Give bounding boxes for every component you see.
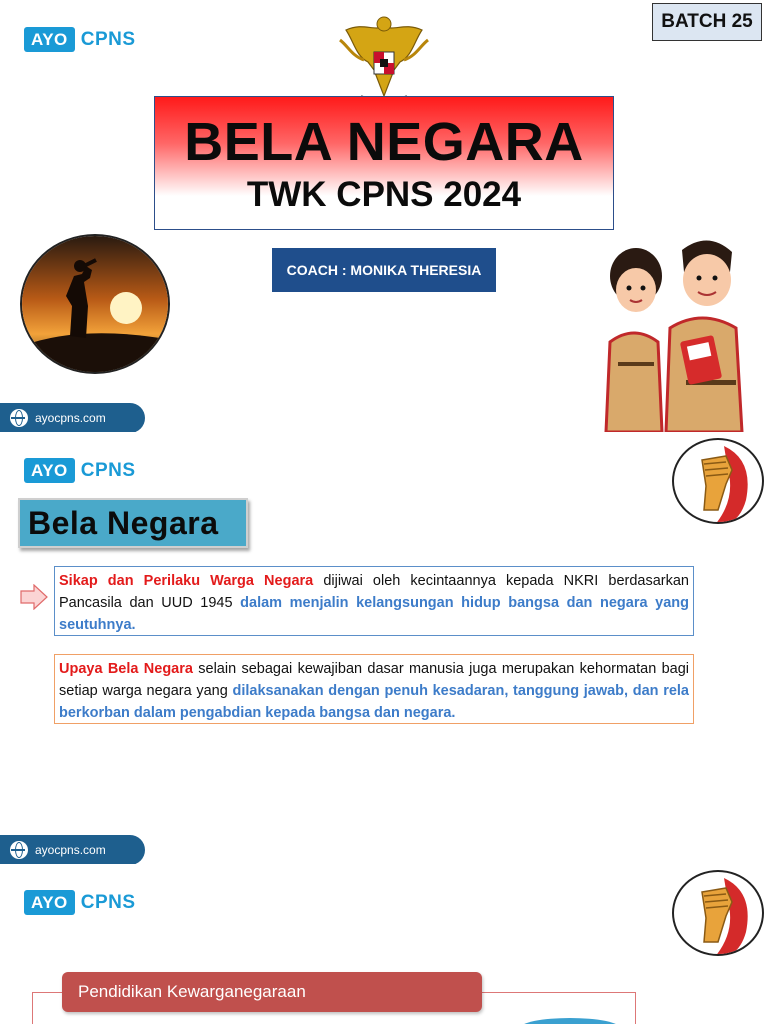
raised-fist-icon xyxy=(672,438,764,524)
slide-definition xyxy=(0,432,768,864)
coach-label: COACH : MONIKA THERESIA xyxy=(272,248,496,292)
pkn-section-title: Pendidikan Kewarganegaraan xyxy=(62,972,482,1012)
definition-text: dijiwai oleh kecintaannya kepada NKRI berdasarkan Pancasila dan UUD 1945 xyxy=(59,573,689,611)
garuda-emblem-icon xyxy=(334,12,434,108)
website-label: ayocpns.com xyxy=(35,843,106,857)
section-heading-text: Bela Negara xyxy=(28,504,219,541)
section-heading xyxy=(18,498,248,548)
website-label: ayocpns.com xyxy=(35,411,106,425)
logo-cpns: CPNS xyxy=(80,28,136,50)
website-link[interactable] xyxy=(0,835,145,864)
raised-fist-icon xyxy=(672,870,764,956)
title-box xyxy=(154,96,614,230)
globe-icon xyxy=(10,841,28,859)
batch-badge: BATCH 25 xyxy=(652,3,762,41)
civil-servant-cartoon-image xyxy=(596,232,764,432)
slide-cover xyxy=(0,0,768,432)
slide-pkn xyxy=(0,864,768,1024)
definition-box xyxy=(54,566,694,636)
brand-logo xyxy=(24,27,136,52)
upaya-highlight: Upaya Bela Negara xyxy=(59,661,193,677)
page-subtitle: TWK CPNS 2024 xyxy=(246,175,522,214)
brand-logo xyxy=(24,458,136,483)
globe-icon xyxy=(10,409,28,427)
soldier-sunset-image xyxy=(20,234,170,374)
logo-ayo: AYO xyxy=(24,27,75,52)
brand-logo xyxy=(24,890,136,915)
page-title: BELA NEGARA xyxy=(184,112,584,172)
logo-cpns: CPNS xyxy=(80,459,136,481)
logo-ayo: AYO xyxy=(24,458,75,483)
logo-cpns: CPNS xyxy=(80,891,136,913)
arrow-right-icon xyxy=(20,584,48,610)
definition-emphasis: dalam menjalin kelangsungan hidup bangsa dan negara yang seutuhnya. xyxy=(59,595,689,633)
upaya-text: selain sebagai kewajiban dasar manusia juga merupakan kehormatan bagi setiap warga negara yang xyxy=(59,661,689,699)
definition-highlight: Sikap dan Perilaku Warga Negara xyxy=(59,573,314,589)
upaya-emphasis: dilaksanakan dengan penuh kesadaran, tanggung jawab, dan rela berkorban dalam pengabdian kepada bangsa dan negara. xyxy=(59,683,689,721)
website-link[interactable] xyxy=(0,403,145,432)
upaya-box xyxy=(54,654,694,724)
logo-ayo: AYO xyxy=(24,890,75,915)
